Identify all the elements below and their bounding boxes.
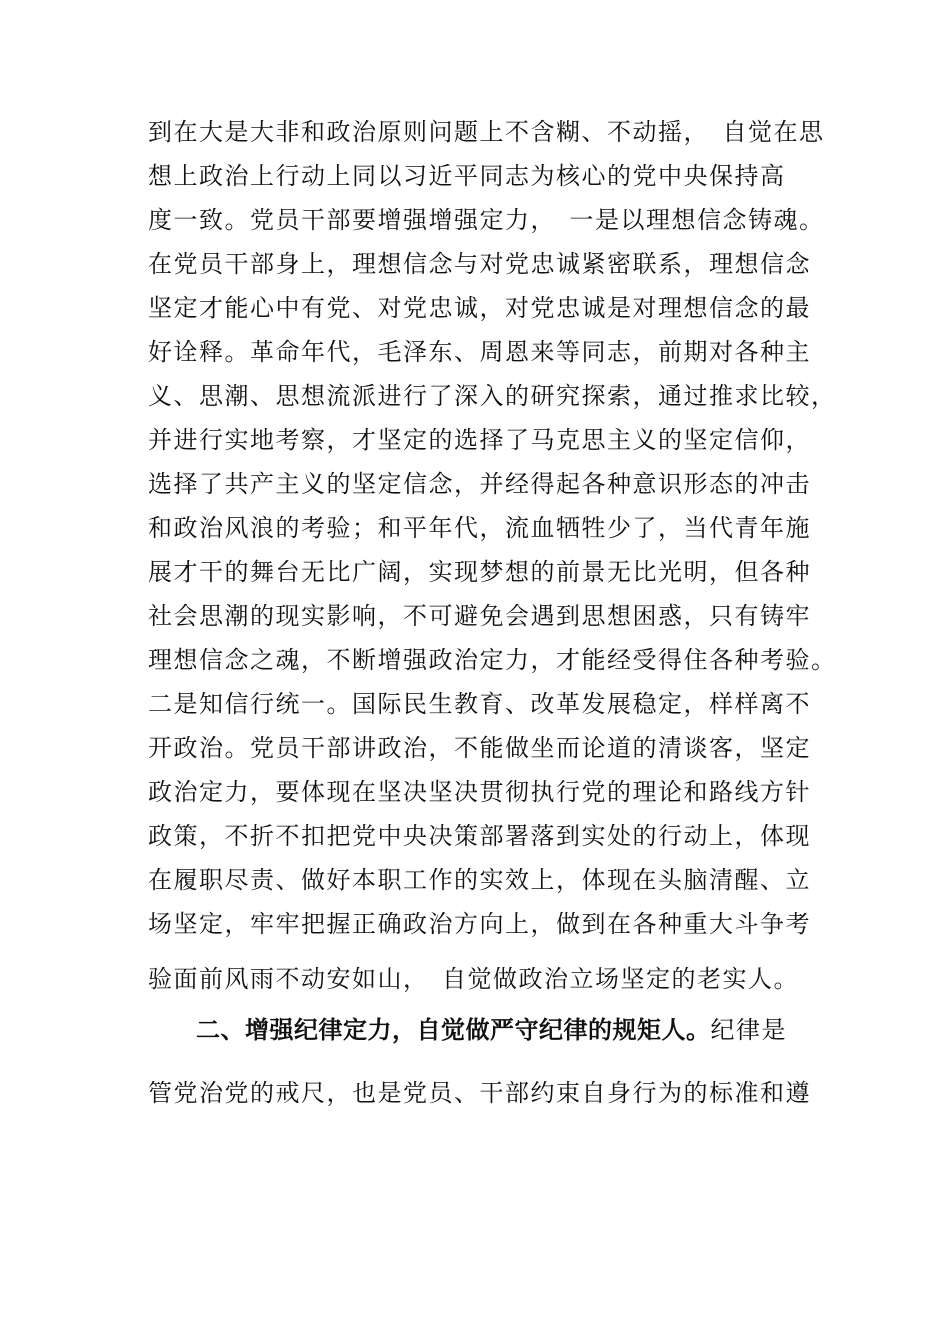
text-line: 选择了共产主义的坚定信念，并经得起各种意识形态的冲击	[148, 470, 811, 498]
text-line: 政治定力，要体现在坚决坚决贯彻执行党的理论和路线方针	[148, 778, 811, 806]
text-line: 在党员干部身上，理想信念与对党忠诚紧密联系，理想信念	[148, 250, 811, 278]
text-line: 开政治。党员干部讲政治，不能做坐而论道的清谈客，坚定	[148, 734, 811, 762]
text-line: 二是知信行统一。国际民生教育、改革发展稳定，样样离不	[148, 690, 811, 718]
section-heading-line	[196, 1015, 808, 1045]
text-line: 坚定才能心中有党、对党忠诚，对党忠诚是对理想信念的最	[148, 294, 811, 322]
text-line: 义、思潮、思想流派进行了深入的研究探索，通过推求比较，	[148, 382, 837, 410]
text-line: 好诠释。革命年代，毛泽东、周恩来等同志，前期对各种主	[148, 338, 811, 366]
text-line: 管党治党的戒尺，也是党员、干部约束自身行为的标准和遵	[148, 1079, 811, 1107]
text-line: 想上政治上行动上同以习近平同志为核心的党中央保持高	[148, 162, 786, 190]
text-line: 度一致。党员干部要增强增强定力， 一是以理想信念铸魂。	[148, 206, 825, 234]
text-line: 场坚定，牢牢把握正确政治方向上，做到在各种重大斗争考	[148, 910, 811, 938]
text-line: 并进行实地考察，才坚定的选择了马克思主义的坚定信仰，	[148, 426, 811, 454]
text-line: 展才干的舞台无比广阔，实现梦想的前景无比光明，但各种	[148, 558, 811, 586]
section-heading: 二、增强纪律定力，自觉做严守纪律的规矩人。	[196, 1016, 711, 1044]
text-line: 政策，不折不扣把党中央决策部署落到实处的行动上，体现	[148, 822, 811, 850]
text-line: 理想信念之魂，不断增强政治定力，才能经受得住各种考验。	[148, 646, 837, 674]
text-line: 到在大是大非和政治原则问题上不含糊、不动摇， 自觉在思	[148, 118, 825, 146]
text-line: 社会思潮的现实影响，不可避免会遇到思想困惑，只有铸牢	[148, 602, 811, 630]
text-line: 和政治风浪的考验；和平年代，流血牺牲少了，当代青年施	[148, 514, 811, 542]
heading-continuation: 纪律是	[710, 1016, 787, 1044]
text-line: 验面前风雨不动安如山， 自觉做政治立场坚定的老实人。	[148, 965, 799, 993]
text-line: 在履职尽责、做好本职工作的实效上，体现在头脑清醒、立	[148, 866, 811, 894]
